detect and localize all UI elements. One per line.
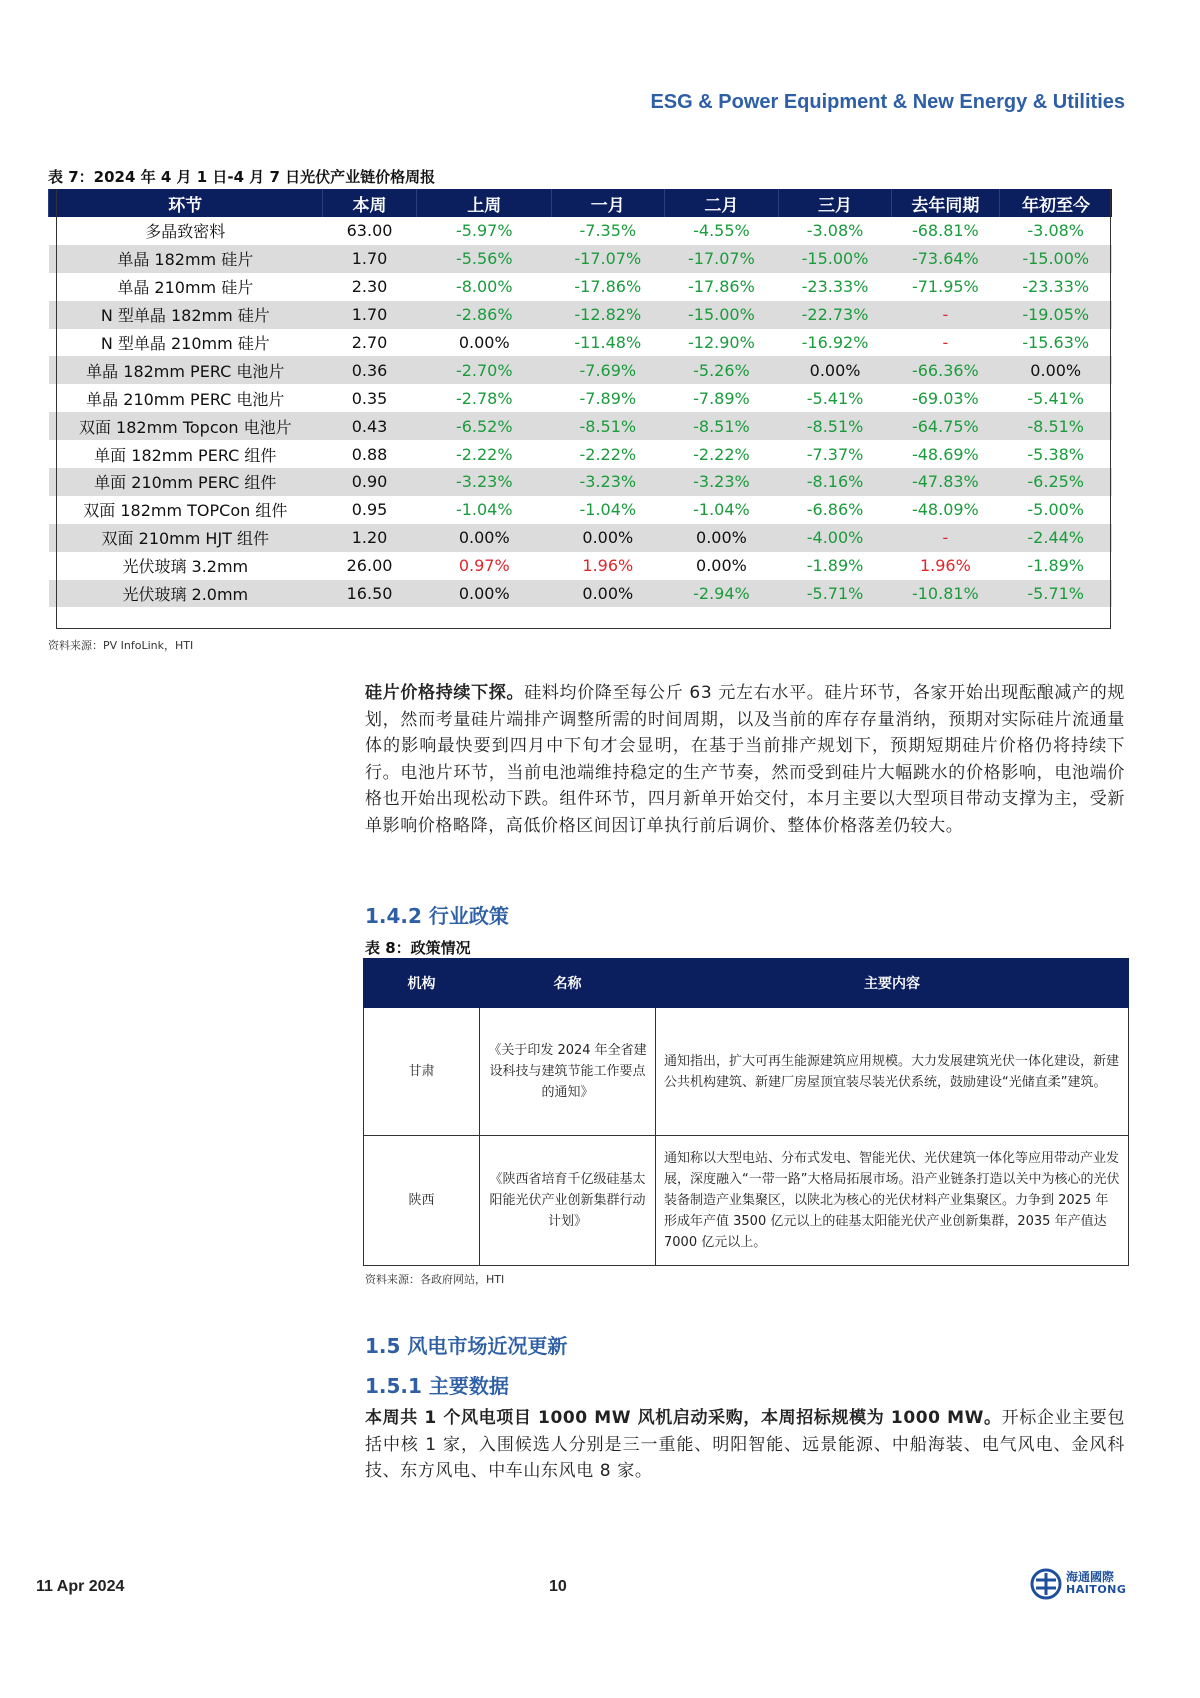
price-cell: 0.00%: [417, 524, 552, 552]
price-cell: -47.83%: [891, 468, 999, 496]
segment-name-cell: 单晶 182mm PERC 电池片: [49, 356, 323, 384]
segment-name-cell: N 型单晶 182mm 硅片: [49, 301, 323, 329]
policy-org: 甘肃: [364, 1008, 480, 1136]
segment-name-cell: 双面 182mm Topcon 电池片: [49, 412, 323, 440]
price-cell: -2.70%: [417, 356, 552, 384]
logo-text-en: HAITONG: [1066, 1583, 1127, 1596]
price-cell: -2.78%: [455, 388, 513, 408]
policy-content: 通知指出，扩大可再生能源建筑应用规模。大力发展建筑光伏一体化建设，新建公共机构建筑、新建厂房屋顶宜装尽装光伏系统，鼓励建设“光储直柔”建筑。: [656, 1008, 1129, 1136]
price-cell: -: [891, 301, 999, 329]
price-cell: -68.81%: [911, 221, 979, 241]
price-cell: -12.90%: [688, 333, 755, 352]
price-cell: -6.25%: [999, 468, 1112, 496]
page-number: 10: [549, 1578, 567, 1595]
price-cell: -2.44%: [999, 524, 1112, 552]
price-cell: -17.86%: [688, 277, 755, 297]
table8-header: 机构: [364, 959, 480, 1008]
price-cell: -5.00%: [1027, 500, 1085, 520]
price-cell: -5.56%: [417, 245, 552, 273]
paragraph-wind-data: [365, 1405, 1125, 1485]
price-cell: -1.04%: [455, 500, 513, 520]
table7-header: 上周: [417, 189, 552, 217]
price-cell: -3.08%: [1027, 221, 1085, 241]
price-cell: 0.00%: [552, 580, 665, 608]
price-cell: 1.96%: [919, 556, 971, 576]
price-cell: -11.48%: [574, 333, 642, 352]
section-heading-1-5-1: 1.5.1 主要数据: [365, 1374, 509, 1398]
price-cell: -1.89%: [1027, 556, 1085, 576]
price-cell: -5.97%: [455, 221, 513, 241]
price-cell: -23.33%: [1022, 277, 1090, 297]
section-heading-1-5: 1.5 风电市场近况更新: [365, 1334, 568, 1358]
price-cell: 0.00%: [696, 556, 747, 576]
price-cell: -7.35%: [579, 221, 637, 241]
price-cell: 1.96%: [582, 556, 634, 576]
table7-caption: 表 7：2024 年 4 月 1 日-4 月 7 日光伏产业链价格周报: [48, 168, 436, 186]
haitong-logo-icon: [1030, 1568, 1062, 1600]
price-cell: -16.92%: [801, 333, 869, 352]
price-cell: -1.04%: [693, 500, 750, 520]
segment-name-cell: 单面 182mm PERC 组件: [94, 445, 277, 465]
price-cell: -5.71%: [779, 580, 892, 608]
price-cell: 0.00%: [552, 524, 665, 552]
price-cell: 0.00%: [779, 356, 892, 384]
price-cell: -17.07%: [664, 245, 779, 273]
paragraph-silicon-prices: [365, 680, 1125, 839]
price-cell: 0.43: [322, 412, 417, 440]
price-cell: 0.36: [322, 356, 417, 384]
price-cell: 2.30: [351, 277, 388, 297]
price-cell: 0.00%: [417, 580, 552, 608]
price-cell: 1.70: [322, 245, 417, 273]
price-cell: -6.86%: [806, 500, 864, 520]
table-row: [364, 1008, 1129, 1136]
table7-source: 资料来源：PV InfoLink，HTI: [48, 639, 194, 652]
price-cell: -3.23%: [417, 468, 552, 496]
price-cell: -71.95%: [911, 277, 979, 297]
price-cell: -4.00%: [779, 524, 892, 552]
table8-header: 主要内容: [656, 959, 1129, 1008]
price-cell: -5.26%: [664, 356, 779, 384]
report-header-title: ESG & Power Equipment & New Energy & Utilities: [650, 91, 1125, 113]
price-cell: -69.03%: [911, 388, 979, 408]
price-cell: -8.51%: [999, 412, 1112, 440]
price-cell: -8.00%: [455, 277, 513, 297]
price-cell: -1.89%: [806, 556, 864, 576]
price-cell: -8.16%: [779, 468, 892, 496]
policy-content: 通知称以大型电站、分布式发电、智能光伏、光伏建筑一体化等应用带动产业发展，深度融入“一带一路”大格局拓展市场。沿产业链条打造以关中为核心的光伏装备制造产业集聚区，以陕北为核心的光伏材料产业集聚区。力争到 2025 年形成年产值 3500 亿元以上的硅基太阳能光伏产业创新集群，2035 年产值达 7000 亿元以上。: [656, 1136, 1129, 1266]
price-cell: -7.89%: [579, 388, 637, 408]
policy-org: 陕西: [364, 1136, 480, 1266]
haitong-logo: [1030, 1568, 1127, 1602]
price-cell: -2.22%: [455, 444, 513, 464]
price-cell: 1.20: [322, 524, 417, 552]
price-cell: -73.64%: [891, 245, 999, 273]
price-cell: -5.41%: [806, 388, 864, 408]
logo-text-cn: 海通國際: [1066, 1570, 1115, 1584]
paragraph-lead: 本周共 1 个风电项目 1000 MW 风机启动采购，本周招标规模为 1000 MW。: [365, 1408, 1002, 1428]
price-cell: -19.05%: [999, 301, 1112, 329]
table8-header: 名称: [480, 959, 656, 1008]
price-cell: 0.97%: [458, 556, 510, 576]
policy-table: [363, 958, 1129, 1266]
price-cell: 2.70: [351, 333, 388, 352]
price-cell: 0.35: [351, 388, 388, 408]
price-cell: -2.22%: [579, 444, 637, 464]
price-cell: -12.82%: [552, 301, 665, 329]
price-cell: -48.09%: [911, 500, 979, 520]
segment-name-cell: 光伏玻璃 2.0mm: [49, 580, 323, 608]
price-cell: -4.55%: [693, 221, 750, 241]
price-cell: 26.00: [346, 556, 393, 576]
price-cell: -5.41%: [1027, 388, 1085, 408]
price-cell: 16.50: [322, 580, 417, 608]
price-cell: 0.95: [351, 500, 388, 520]
paragraph-body: 硅料均价降至每公斤 63 元左右水平。硅片环节，各家开始出现酝酿减产的规划，然而考量硅片端排产调整所需的时间周期，以及当前的库存存量消纳，预期对实际硅片流通量体的影响最快要到四月中下旬才会显明，在基于当前排产规划下，预期短期硅片价格仍将持续下行。电池片环节，当前电池端维持稳定的生产节奏，然而受到硅片大幅跳水的价格影响，电池端价格也开始出现松动下跌。组件环节，四月新单开始交付，本月主要以大型项目带动支撑为主，受新单影响价格略降，高低价格区间因订单执行前后调价、整体价格落差仍较大。: [365, 683, 1125, 836]
table-row: [364, 1136, 1129, 1266]
table7-header: 一月: [552, 189, 665, 217]
table8-caption: 表 8：政策情况: [365, 939, 471, 957]
segment-name-cell: N 型单晶 210mm 硅片: [100, 334, 270, 353]
paragraph-lead: 硅片价格持续下探。: [365, 683, 525, 703]
segment-name-cell: 单面 210mm PERC 组件: [49, 468, 323, 496]
table7-header: 本周: [322, 189, 417, 217]
section-heading-1-4-2: 1.4.2 行业政策: [365, 904, 509, 928]
policy-name: 《陕西省培育千亿级硅基太阳能光伏产业创新集群行动计划》: [480, 1136, 656, 1266]
price-cell: -3.23%: [664, 468, 779, 496]
price-cell: -64.75%: [891, 412, 999, 440]
price-cell: -22.73%: [779, 301, 892, 329]
segment-name-cell: 单晶 210mm 硅片: [117, 278, 254, 298]
price-cell: -23.33%: [801, 277, 869, 297]
segment-name-cell: 多晶致密料: [145, 222, 226, 242]
price-cell: -17.86%: [574, 277, 642, 297]
price-cell: 0.00%: [664, 524, 779, 552]
price-cell: -15.00%: [664, 301, 779, 329]
segment-name-cell: 单晶 182mm 硅片: [49, 245, 323, 273]
price-cell: -2.22%: [693, 444, 750, 464]
price-cell: -15.00%: [999, 245, 1112, 273]
price-cell: -5.38%: [1027, 444, 1085, 464]
price-cell: 0.90: [322, 468, 417, 496]
segment-name-cell: 双面 182mm TOPCon 组件: [83, 501, 288, 521]
price-cell: -15.63%: [1022, 333, 1090, 352]
segment-name-cell: 光伏玻璃 3.2mm: [122, 557, 249, 577]
table8-header-row: [364, 959, 1129, 1008]
price-cell: -: [891, 524, 999, 552]
footer-date: 11 Apr 2024: [36, 1578, 125, 1595]
price-cell: -7.37%: [806, 444, 864, 464]
policy-name: 《关于印发 2024 年全省建设科技与建筑节能工作要点的通知》: [480, 1008, 656, 1136]
price-cell: -48.69%: [911, 444, 979, 464]
price-cell: -1.04%: [579, 500, 637, 520]
price-cell: -3.08%: [806, 221, 864, 241]
price-cell: -7.69%: [552, 356, 665, 384]
price-cell: -66.36%: [891, 356, 999, 384]
price-cell: 63.00: [346, 221, 393, 241]
price-cell: 0.00%: [458, 333, 510, 352]
segment-name-cell: 双面 210mm HJT 组件: [49, 524, 323, 552]
price-cell: -: [942, 333, 949, 352]
price-cell: -2.94%: [664, 580, 779, 608]
table7-header: 年初至今: [999, 189, 1112, 217]
price-cell: 0.88: [351, 444, 388, 464]
table7-header: 环节: [49, 189, 323, 217]
price-cell: 1.70: [322, 301, 417, 329]
price-cell: -8.51%: [779, 412, 892, 440]
price-cell: -6.52%: [417, 412, 552, 440]
table8-source: 资料来源：各政府网站，HTI: [365, 1273, 505, 1286]
price-cell: 0.00%: [999, 356, 1112, 384]
price-cell: -17.07%: [552, 245, 665, 273]
table7-frame: [56, 189, 1111, 629]
price-cell: -3.23%: [552, 468, 665, 496]
paragraph-body: 开标企业主要包括中核 1 家，入围候选人分别是三一重能、明阳智能、远景能源、中船海装、电气风电、金风科技、东方风电、中车山东风电 8 家。: [365, 1408, 1125, 1481]
table7-header: 三月: [779, 189, 892, 217]
table7-header: 二月: [664, 189, 779, 217]
price-cell: -5.71%: [999, 580, 1112, 608]
price-cell: -2.86%: [417, 301, 552, 329]
price-cell: -15.00%: [779, 245, 892, 273]
price-cell: -8.51%: [664, 412, 779, 440]
price-cell: -7.89%: [693, 388, 750, 408]
price-cell: -10.81%: [891, 580, 999, 608]
table7-header: 去年同期: [891, 189, 999, 217]
price-cell: -8.51%: [552, 412, 665, 440]
segment-name-cell: 单晶 210mm PERC 电池片: [86, 389, 285, 409]
